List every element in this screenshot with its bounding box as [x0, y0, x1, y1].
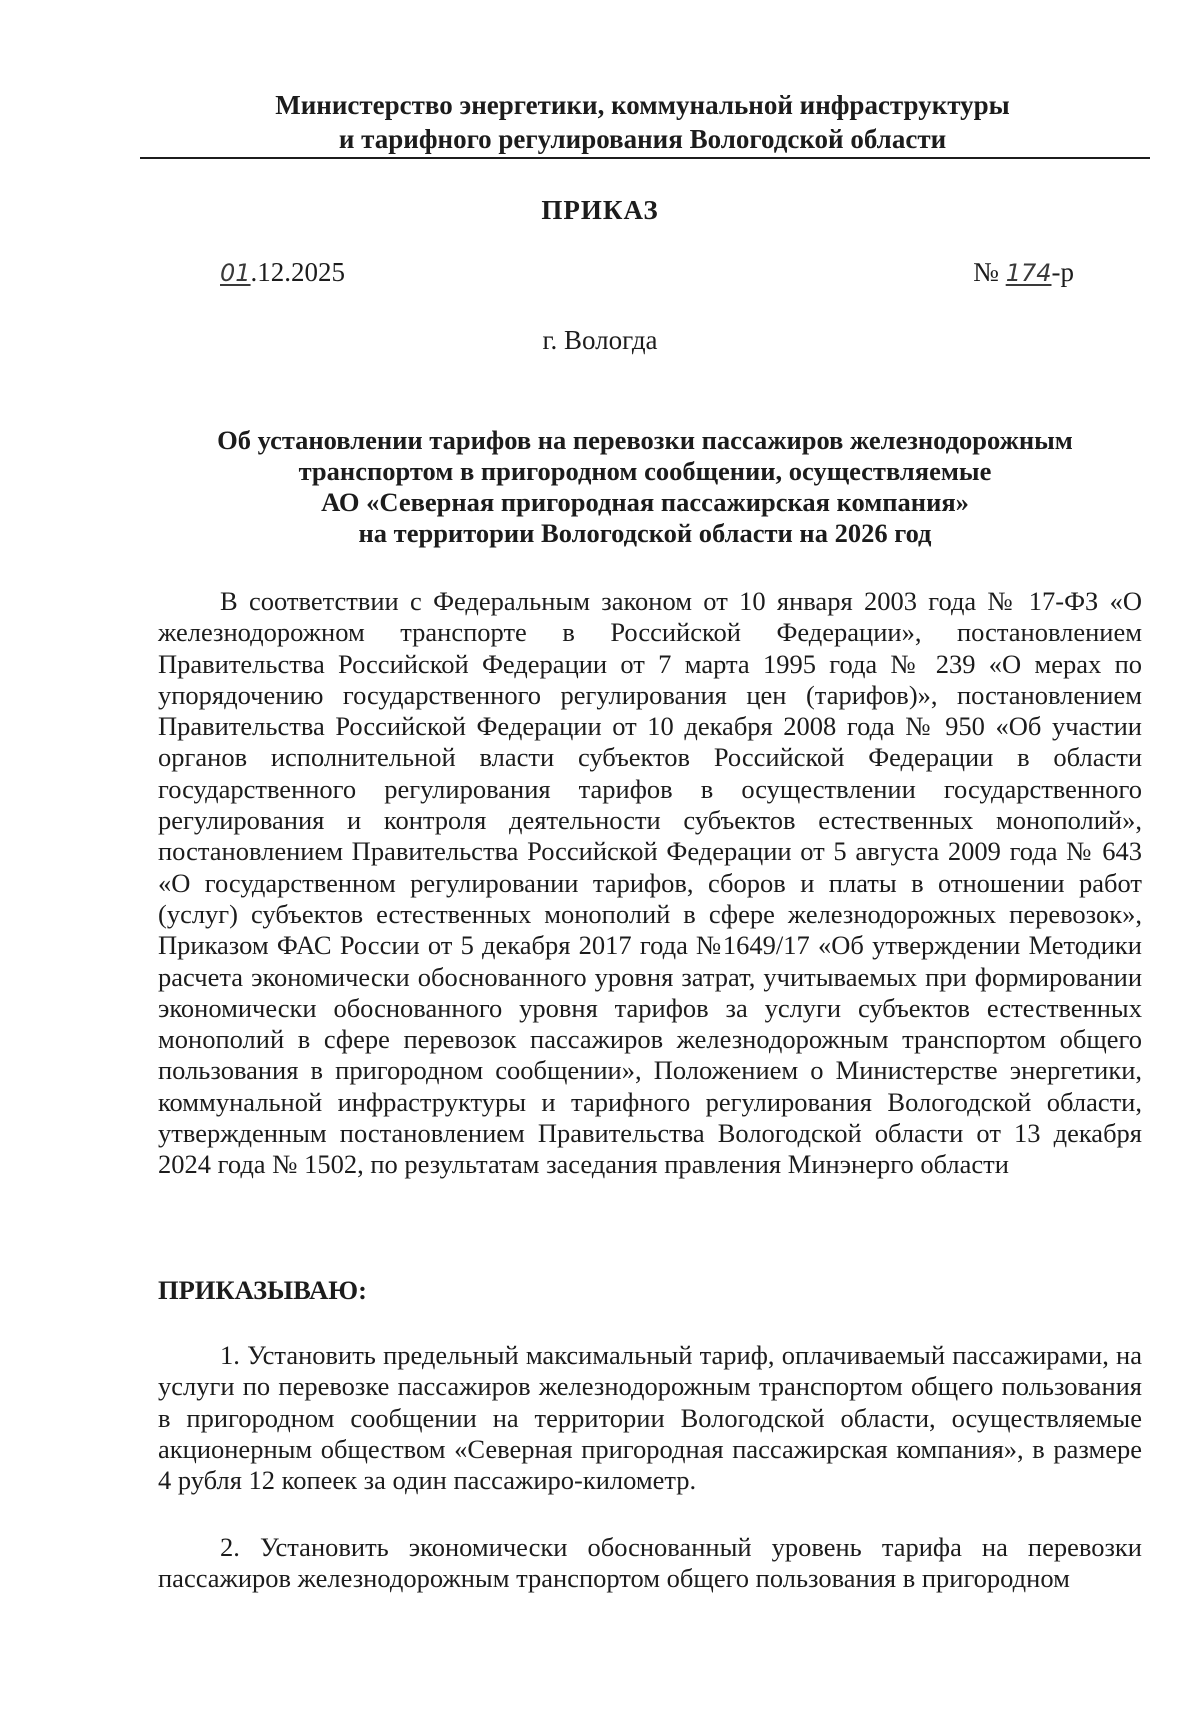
order-subject	[150, 425, 1140, 549]
order-item-2: 2. Установить экономически обоснованный уровень тарифа на перевозки пассажиров железнодорожным транспортом общего пользования в пригородном	[158, 1532, 1142, 1594]
order-title: ПРИКАЗ	[541, 195, 659, 225]
subject-line-4: на территории Вологодской области на 2026 год	[358, 518, 932, 548]
subject-line-1: Об установлении тарифов на перевозки пассажиров железнодорожным	[217, 425, 1073, 455]
ministry-line-2: и тарифного регулирования Вологодской области	[338, 124, 947, 154]
date-month-year: .12.2025	[250, 257, 346, 287]
subject-line-2: транспортом в пригородном сообщении, осуществляемые	[298, 456, 992, 486]
handwritten-day: 01	[220, 259, 251, 287]
ministry-line-1: Министерство энергетики, коммунальной инфраструктуры	[275, 90, 1010, 120]
header-divider	[140, 157, 1150, 159]
number-prefix: №	[973, 257, 1006, 287]
order-number	[973, 257, 1074, 288]
ministry-header	[140, 88, 1145, 156]
order-city: г. Вологда	[542, 325, 658, 355]
orders-word: ПРИКАЗЫВАЮ:	[158, 1275, 367, 1305]
order-item-1: 1. Установить предельный максимальный тариф, оплачиваемый пассажирами, на услуги по перевозке пассажиров железнодорожным транспортом общего пользования в пригородном сообщении на территории Вологодской области, осуществляемые акционерным обществом «Северная пригородная пассажирская компания», в размере 4 рубля 12 копеек за один пассажиро-километр.	[158, 1340, 1142, 1496]
handwritten-number: 174	[1005, 259, 1052, 287]
subject-line-3: АО «Северная пригородная пассажирская компания»	[321, 487, 969, 517]
preamble-paragraph: В соответствии с Федеральным законом от 10 января 2003 года № 17-ФЗ «О железнодорожном транспорте в Российской Федерации», постановлением Правительства Российской Федерации от 7 марта 1995 года № 239 «О мерах по упорядочению государственного регулирования цен (тарифов)», постановлением Правительства Российской Федерации от 10 декабря 2008 года № 950 «Об участии органов исполнительной власти субъектов Российской Федерации в области государственного регулирования тарифов в осуществлении государственного регулирования и контроля деятельности субъектов естественных монополий», постановлением Правительства Российской Федерации от 5 августа 2009 года № 643 «О государственном регулировании тарифов, сборов и платы в отношении работ (услуг) субъектов естественных монополий в сфере железнодорожных перевозок», Приказом ФАС России от 5 декабря 2017 года №1649/17 «Об утверждении Методики расчета экономически обоснованного уровня затрат, учитываемых при формировании экономически обоснованного уровня тарифов за услуги субъектов естественных монополий в сфере перевозок пассажиров железнодорожным транспортом общего пользования в пригородном сообщении», Положением о Министерстве энергетики, коммунальной инфраструктуры и тарифного регулирования Вологодской области, утвержденным постановлением Правительства Вологодской области от 13 декабря 2024 года № 1502, по результатам заседания правления Минэнерго области	[158, 586, 1142, 1180]
order-date	[220, 257, 345, 288]
number-suffix: -р	[1051, 257, 1074, 287]
